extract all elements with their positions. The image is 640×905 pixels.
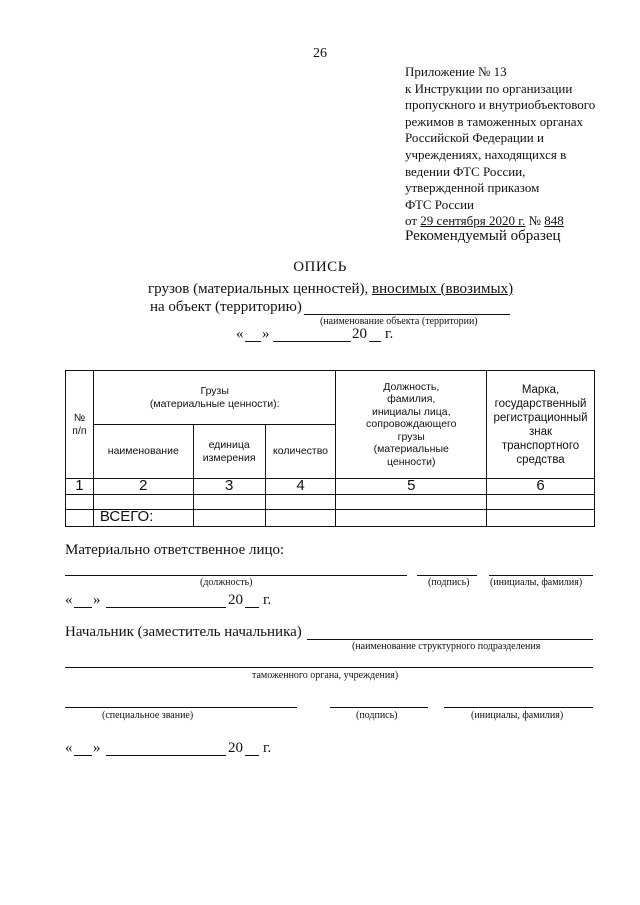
- page-number: 26: [313, 46, 327, 61]
- year-field-line[interactable]: [369, 341, 381, 342]
- col-num: 5: [336, 479, 487, 495]
- appendix-line: утвержденной приказом: [405, 180, 540, 196]
- sample-label: Рекомендуемый образец: [405, 228, 561, 244]
- object-field-line[interactable]: [304, 314, 510, 315]
- col-num: 4: [265, 479, 336, 495]
- object-hint: (наименование объекта (территории): [320, 316, 478, 327]
- col-header-number: № п/п: [66, 371, 94, 479]
- chief-label: Начальник (заместитель начальника): [65, 624, 302, 640]
- object-label: на объект (территорию): [150, 299, 302, 315]
- order-number: 848: [544, 213, 564, 229]
- date-open-quote: «: [65, 740, 73, 756]
- appendix-line: пропускного и внутриобъектового: [405, 97, 596, 113]
- chief-unit-line[interactable]: [307, 639, 593, 640]
- table-cell[interactable]: [487, 494, 595, 509]
- col-header-cargo: Грузы (материальные ценности):: [93, 371, 336, 425]
- date-g: г.: [263, 592, 272, 608]
- responsible-label: Материально ответственное лицо:: [65, 542, 285, 558]
- month-field-line[interactable]: [273, 341, 351, 342]
- day-field-line[interactable]: [74, 755, 92, 756]
- document-subtitle: [148, 281, 513, 298]
- table-cell[interactable]: [487, 509, 595, 526]
- table-row: [66, 494, 595, 509]
- subtitle-text: грузов (материальных ценностей),: [148, 281, 372, 297]
- col-header-person: Должность, фамилия, инициалы лица, сопровождающего грузы (материальные ценности): [336, 371, 487, 479]
- col-header-unit: единица измерения: [193, 425, 265, 479]
- year-field-line[interactable]: [245, 607, 259, 608]
- month-field-line[interactable]: [106, 607, 226, 608]
- table-cell[interactable]: [66, 494, 94, 509]
- order-date: 29 сентября 2020 г.: [420, 213, 526, 229]
- table-cell[interactable]: [336, 509, 487, 526]
- document-title: ОПИСЬ: [293, 259, 347, 275]
- date-g: г.: [385, 326, 394, 342]
- responsible-signature-hint: (подпись): [428, 577, 470, 588]
- chief-org-hint: таможенного органа, учреждения): [252, 670, 399, 681]
- appendix-line: режимов в таможенных органах: [405, 113, 584, 129]
- order-date-prefix: от: [405, 213, 421, 229]
- responsible-position-line[interactable]: [65, 575, 407, 576]
- responsible-initials-line[interactable]: [489, 575, 593, 576]
- responsible-initials-hint: (инициалы, фамилия): [490, 577, 583, 588]
- table-cell[interactable]: [93, 494, 193, 509]
- col-num: 6: [487, 479, 595, 495]
- col-header-name: наименование: [93, 425, 193, 479]
- date-open-quote: «: [236, 326, 244, 342]
- appendix-line: ФТС России: [405, 196, 474, 212]
- date-close-quote: »: [262, 326, 270, 342]
- inventory-table: [65, 370, 595, 527]
- table-cell[interactable]: [265, 494, 336, 509]
- col-num: 1: [66, 479, 94, 495]
- month-field-line[interactable]: [106, 755, 226, 756]
- chief-org-line[interactable]: [65, 667, 593, 668]
- chief-rank-hint: (специальное звание): [102, 710, 194, 721]
- table-cell[interactable]: [193, 494, 265, 509]
- order-number-prefix: №: [525, 213, 545, 229]
- chief-rank-line[interactable]: [65, 707, 297, 708]
- year-field-line[interactable]: [245, 755, 259, 756]
- date-g: г.: [263, 740, 272, 756]
- appendix-line: к Инструкции по организации: [405, 80, 573, 96]
- responsible-position-hint: (должность): [200, 577, 253, 588]
- chief-signature-line[interactable]: [330, 707, 428, 708]
- subtitle-direction: вносимых (ввозимых): [372, 281, 514, 297]
- col-header-vehicle: Марка, государственный регистрационный знак транспортного средства: [487, 371, 595, 479]
- chief-initials-line[interactable]: [444, 707, 593, 708]
- table-cell[interactable]: [193, 509, 265, 526]
- date-open-quote: «: [65, 592, 73, 608]
- table-cell[interactable]: [265, 509, 336, 526]
- date-year-prefix: 20: [228, 592, 243, 608]
- table-number-row: [66, 479, 595, 495]
- table-total-row: [66, 509, 595, 526]
- date-year-prefix: 20: [352, 326, 367, 342]
- responsible-signature-line[interactable]: [417, 575, 477, 576]
- appendix-block: [405, 64, 595, 230]
- date-close-quote: »: [93, 592, 101, 608]
- chief-initials-hint: (инициалы, фамилия): [471, 710, 564, 721]
- col-header-quantity: количество: [265, 425, 336, 479]
- appendix-line: учреждениях, находящихся в: [405, 146, 567, 162]
- col-num: 3: [193, 479, 265, 495]
- day-field-line[interactable]: [74, 607, 92, 608]
- chief-unit-hint: (наименование структурного подразделения: [352, 641, 541, 652]
- total-label: ВСЕГО:: [93, 509, 193, 526]
- table-cell[interactable]: [336, 494, 487, 509]
- appendix-line: Приложение № 13: [405, 64, 507, 79]
- chief-signature-hint: (подпись): [356, 710, 398, 721]
- date-year-prefix: 20: [228, 740, 243, 756]
- date-close-quote: »: [93, 740, 101, 756]
- table-header-row: [66, 371, 595, 425]
- day-field-line[interactable]: [245, 341, 261, 342]
- col-num: 2: [93, 479, 193, 495]
- table-cell: [66, 509, 94, 526]
- appendix-line: ведении ФТС России,: [405, 163, 526, 179]
- appendix-line: Российской Федерации и: [405, 130, 544, 146]
